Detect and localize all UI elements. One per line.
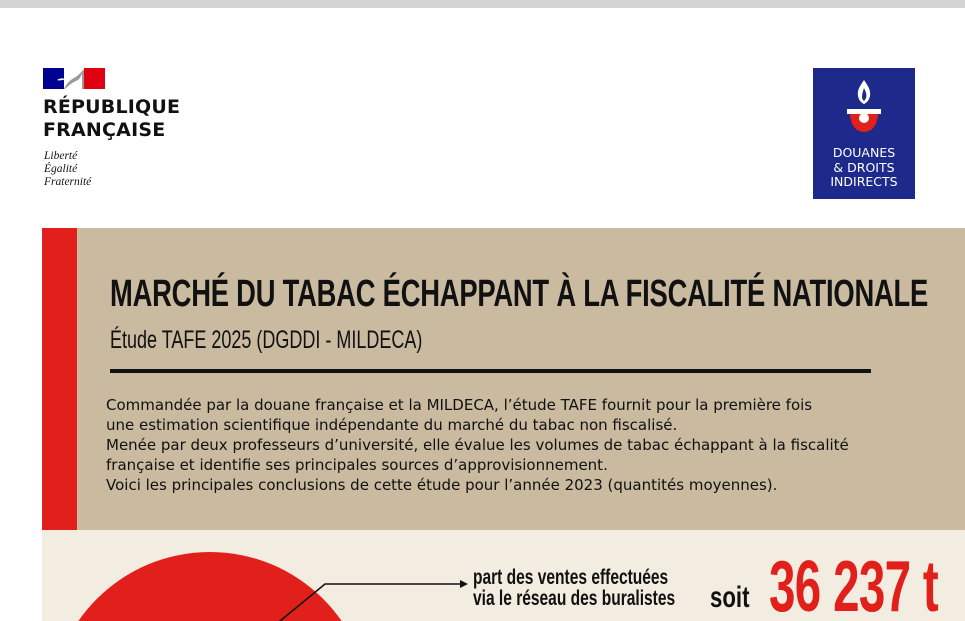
stat-value: 36 237 t	[769, 547, 939, 621]
intro-line: une estimation scientifique indépendante du marché du tabac non fiscalisé.	[106, 416, 678, 434]
top-bar	[0, 0, 965, 8]
douanes-logo	[813, 68, 915, 199]
page-subtitle: Étude TAFE 2025 (DGDDI - MILDECA)	[110, 326, 423, 354]
intro-line: française et identifie ses principales sources d’approvisionnement.	[106, 456, 608, 474]
intro-line: Voici les principales conclusions de cette étude pour l’année 2023 (quantités moyennes).	[106, 476, 778, 494]
intro-line: Menée par deux professeurs d’université, elle évalue les volumes de tabac échappant à la fiscalité	[106, 436, 849, 454]
intro-line: Commandée par la douane française et la MILDECA, l’étude TAFE fournit pour la première fois	[106, 396, 813, 414]
stat-soit: soit	[710, 581, 750, 614]
republique-francaise-title	[43, 96, 180, 142]
motto-fraternite: Fraternité	[44, 176, 92, 188]
red-accent-bar	[42, 228, 77, 530]
republique-motto	[44, 150, 91, 189]
douanes-line2: & DROITS	[833, 159, 895, 175]
stat-label	[473, 567, 675, 609]
callout-arrowhead	[460, 580, 468, 588]
stat-section	[42, 530, 965, 621]
stat-label-line1: part des ventes effectuées	[473, 566, 669, 589]
rf-title-line2: FRANÇAISE	[43, 119, 166, 141]
motto-liberte: Liberté	[44, 150, 78, 162]
motto-egalite: Égalité	[44, 163, 78, 175]
rf-title-line1: RÉPUBLIQUE	[43, 96, 181, 118]
marianne-flag-icon	[43, 68, 105, 89]
douanes-line1: DOUANES	[832, 145, 896, 160]
intro-panel	[42, 228, 965, 530]
republique-francaise-logo	[43, 68, 203, 198]
page-title: MARCHÉ DU TABAC ÉCHAPPANT À LA FISCALITÉ NATIONALE	[110, 273, 929, 315]
douanes-line3: INDIRECTS	[830, 174, 898, 189]
title-divider	[110, 369, 871, 373]
douanes-text	[813, 146, 915, 190]
stat-label-line2: via le réseau des buralistes	[473, 587, 676, 610]
flame-grenade-icon	[840, 76, 888, 138]
intro-text	[106, 395, 896, 495]
